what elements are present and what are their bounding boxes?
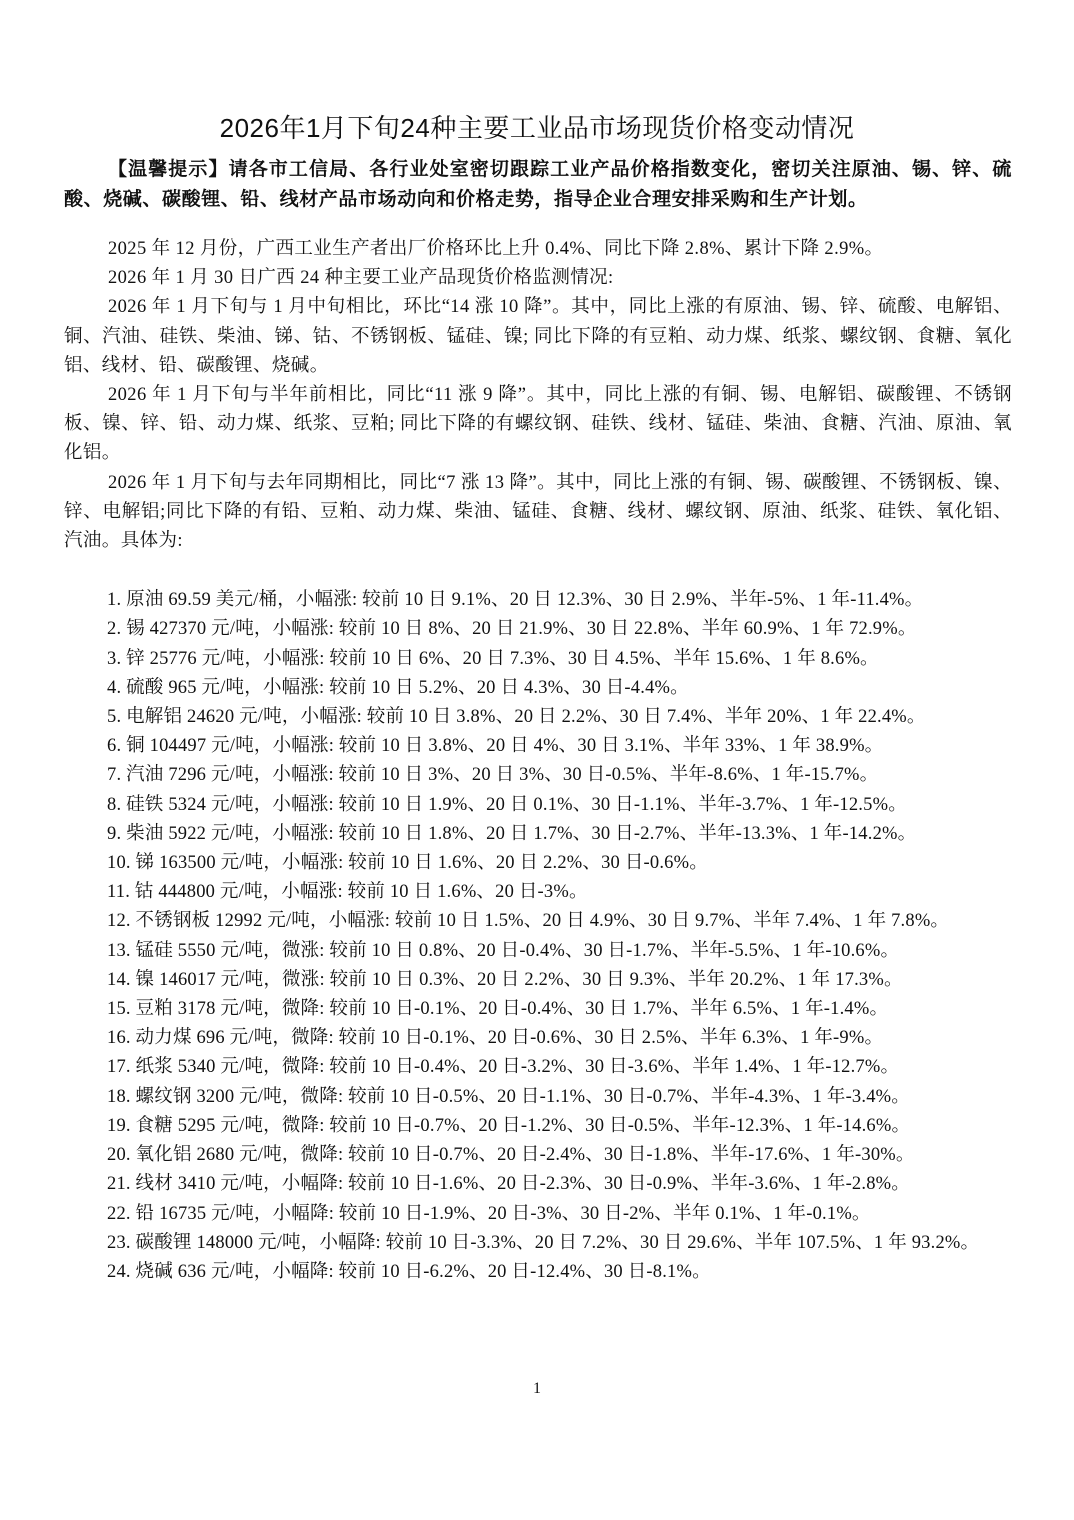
- list-item: 6. 铜 104497 元/吨，小幅涨: 较前 10 日 3.8%、20 日 4%、30 日 3.1%、半年 33%、1 年 38.9%。: [107, 736, 884, 757]
- list-item: 23. 碳酸锂 148000 元/吨，小幅降: 较前 10 日-3.3%、20 日 7.2%、30 日 29.6%、半年 107.5%、1 年 93.2%。: [107, 1232, 980, 1253]
- list-item: 9. 柴油 5922 元/吨，小幅涨: 较前 10 日 1.8%、20 日 1.7%、30 日-2.7%、半年-13.3%、1 年-14.2%。: [107, 823, 917, 844]
- paragraph-monitoring-intro: 2026 年 1 月 30 日广西 24 种主要工业产品现货价格监测情况:: [108, 268, 614, 289]
- warm-reminder-notice: 【温馨提示】请各市工信局、各行业处室密切跟踪工业产品价格指数变化，密切关注原油、锡、锌、硫酸、烧碱、碳酸锂、铅、线材产品市场动向和价格走势，指导企业合理安排采购和生产计划。: [64, 158, 1012, 210]
- list-item: 12. 不锈钢板 12992 元/吨，小幅涨: 较前 10 日 1.5%、20 日 4.9%、30 日 9.7%、半年 7.4%、1 年 7.8%。: [107, 911, 950, 932]
- paragraph-half-year: 2026 年 1 月下旬与半年前相比，同比“11 涨 9 降”。其中，同比上涨的有铜、锡、电解铝、碳酸锂、不锈钢板、镍、锌、铅、动力煤、纸浆、豆粕; 同比下降的有螺纹钢、硅铁、线材、锰硅、柴油、食糖、汽油、原油、氧化铝。: [64, 385, 1012, 464]
- list-item: 1. 原油 69.59 美元/桶，小幅涨: 较前 10 日 9.1%、20 日 12.3%、30 日 2.9%、半年-5%、1 年-11.4%。: [107, 590, 924, 611]
- list-item: 8. 硅铁 5324 元/吨，小幅涨: 较前 10 日 1.9%、20 日 0.1%、30 日-1.1%、半年-3.7%、1 年-12.5%。: [107, 794, 907, 815]
- list-item: 14. 镍 146017 元/吨，微涨: 较前 10 日 0.3%、20 日 2.2%、30 日 9.3%、半年 20.2%、1 年 17.3%。: [107, 969, 903, 990]
- list-item: 20. 氧化铝 2680 元/吨，微降: 较前 10 日-0.7%、20 日-2.4%、30 日-1.8%、半年-17.6%、1 年-30%。: [107, 1145, 915, 1166]
- list-item: 2. 锡 427370 元/吨，小幅涨: 较前 10 日 8%、20 日 21.9%、30 日 22.8%、半年 60.9%、1 年 72.9%。: [107, 619, 917, 640]
- paragraph-month-on-month: 2026 年 1 月下旬与 1 月中旬相比，环比“14 涨 10 降”。其中，同比上涨的有原油、锡、锌、硫酸、电解铝、铜、汽油、硅铁、柴油、锑、钴、不锈钢板、锰硅、镍; 同比下降的有豆粕、动力煤、纸浆、螺纹钢、食糖、氧化铝、线材、铅、碳酸锂、烧碱。: [64, 297, 1012, 376]
- list-item: 5. 电解铝 24620 元/吨，小幅涨: 较前 10 日 3.8%、20 日 2.2%、30 日 7.4%、半年 20%、1 年 22.4%。: [107, 707, 926, 728]
- list-item: 21. 线材 3410 元/吨，小幅降: 较前 10 日-1.6%、20 日-2.3%、30 日-0.9%、半年-3.6%、1 年-2.8%。: [107, 1174, 910, 1195]
- page-title: 2026年1月下旬24种主要工业品市场现货价格变动情况: [219, 113, 855, 143]
- list-item: 22. 铅 16735 元/吨，小幅降: 较前 10 日-1.9%、20 日-3%、30 日-2%、半年 0.1%、1 年-0.1%。: [107, 1203, 871, 1224]
- list-item: 13. 锰硅 5550 元/吨，微涨: 较前 10 日 0.8%、20 日-0.4%、30 日-1.7%、半年-5.5%、1 年-10.6%。: [107, 940, 900, 961]
- spacer: [64, 556, 1012, 586]
- price-item-list: [64, 586, 1012, 1287]
- list-item: 16. 动力煤 696 元/吨，微降: 较前 10 日-0.1%、20 日-0.6%、30 日 2.5%、半年 6.3%、1 年-9%。: [107, 1028, 884, 1049]
- list-item: 11. 钴 444800 元/吨，小幅涨: 较前 10 日 1.6%、20 日-3%。: [107, 882, 588, 903]
- list-item: 17. 纸浆 5340 元/吨，微降: 较前 10 日-0.4%、20 日-3.2%、30 日-3.6%、半年 1.4%、1 年-12.7%。: [107, 1057, 900, 1078]
- page-number: 1: [533, 1380, 541, 1397]
- list-item: 24. 烧碱 636 元/吨，小幅降: 较前 10 日-6.2%、20 日-12.4%、30 日-8.1%。: [107, 1261, 711, 1282]
- paragraph-ppi-summary: 2025 年 12 月份，广西工业生产者出厂价格环比上升 0.4%、同比下降 2.8%、累计下降 2.9%。: [108, 239, 884, 259]
- list-item: 10. 锑 163500 元/吨，小幅涨: 较前 10 日 1.6%、20 日 2.2%、30 日-0.6%。: [107, 853, 708, 874]
- list-item: 18. 螺纹钢 3200 元/吨，微降: 较前 10 日-0.5%、20 日-1.1%、30 日-0.7%、半年-4.3%、1 年-3.4%。: [107, 1086, 910, 1107]
- list-item: 7. 汽油 7296 元/吨，小幅涨: 较前 10 日 3%、20 日 3%、30 日-0.5%、半年-8.6%、1 年-15.7%。: [107, 765, 879, 786]
- document-body: [64, 235, 1012, 1287]
- list-item: 19. 食糖 5295 元/吨，微降: 较前 10 日-0.7%、20 日-1.2%、30 日-0.5%、半年-12.3%、1 年-14.6%。: [107, 1115, 911, 1136]
- list-item: 15. 豆粕 3178 元/吨，微降: 较前 10 日-0.1%、20 日-0.4%、30 日 1.7%、半年 6.5%、1 年-1.4%。: [107, 999, 889, 1020]
- paragraph-year-on-year: 2026 年 1 月下旬与去年同期相比，同比“7 涨 13 降”。其中，同比上涨的有铜、锡、碳酸锂、不锈钢板、镍、锌、电解铝;同比下降的有铅、豆粕、动力煤、柴油、锰硅、食糖、线材、螺纹钢、原油、纸浆、硅铁、氧化铝、汽油。具体为:: [64, 472, 1012, 552]
- list-item: 3. 锌 25776 元/吨，小幅涨: 较前 10 日 6%、20 日 7.3%、30 日 4.5%、半年 15.6%、1 年 8.6%。: [107, 648, 879, 669]
- list-item: 4. 硫酸 965 元/吨，小幅涨: 较前 10 日 5.2%、20 日 4.3%、30 日-4.4%。: [107, 677, 689, 698]
